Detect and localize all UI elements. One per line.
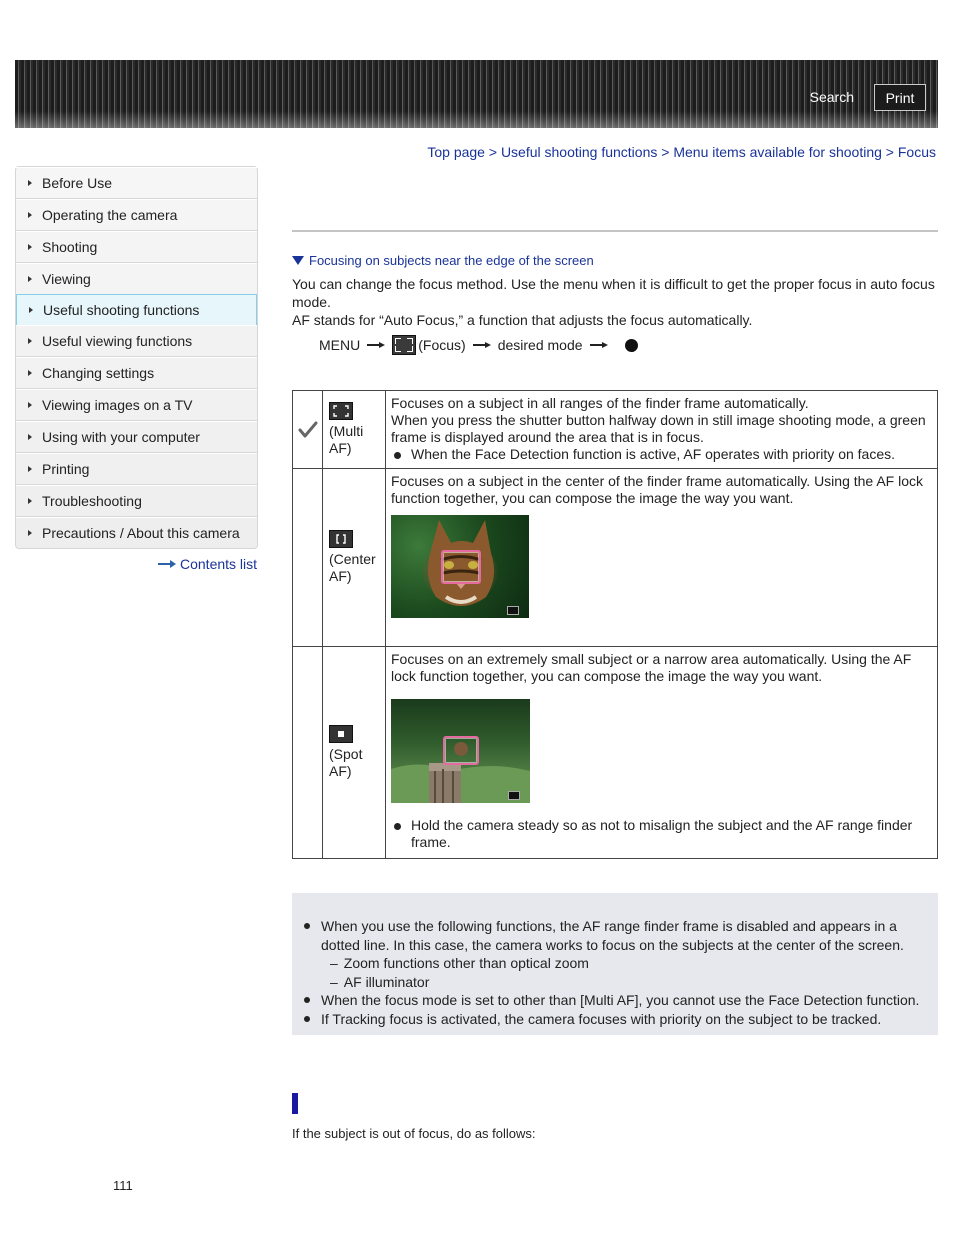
spot-af-indicator-icon <box>508 791 520 800</box>
mode-description <box>386 647 937 858</box>
bullet-note <box>391 817 932 851</box>
breadcrumb-separator: > <box>661 144 670 160</box>
multi-af-focus-icon <box>392 335 416 355</box>
note-subitem <box>302 973 928 992</box>
mode-label-line2: AF) <box>329 440 352 456</box>
spot-af-icon <box>329 725 353 743</box>
sidebar-item-precautions[interactable] <box>16 517 257 548</box>
out-of-focus-text: If the subject is out of focus, do as follows: <box>292 1126 536 1141</box>
menu-label: MENU <box>319 337 361 353</box>
arrow-right-icon <box>28 338 32 344</box>
sidebar-item-useful-shooting[interactable] <box>16 294 257 326</box>
breadcrumb-top-page[interactable]: Top page <box>427 144 485 160</box>
mode-cell-spot-af <box>323 647 386 858</box>
note-text: If Tracking focus is activated, the camera focuses with priority on the subject to be tracked. <box>321 1010 882 1027</box>
note-text: When the focus mode is set to other than [Multi AF], you cannot use the Face Detection function. <box>321 992 920 1008</box>
description-text: Focuses on a subject in the center of the finder frame automatically. Using the AF lock function together, you can compose the image the way you want. <box>391 473 924 506</box>
arrow-right-icon <box>28 276 32 282</box>
table-row <box>293 647 937 858</box>
description-text: Focuses on an extremely small subject or a narrow area automatically. Using the AF lock function together, you can compose the image the way you want. <box>391 651 912 684</box>
note-item <box>302 917 928 954</box>
arrow-right-icon <box>28 530 32 536</box>
table-row <box>293 391 937 469</box>
sidebar-nav <box>15 166 258 549</box>
sidebar-item-label: Viewing <box>42 271 91 287</box>
menu-path <box>319 335 638 355</box>
center-af-indicator-icon <box>507 606 519 615</box>
bullet-icon <box>394 823 401 830</box>
arrow-right-icon <box>367 341 385 349</box>
default-check-cell <box>293 391 323 468</box>
sidebar-item-viewing[interactable] <box>16 263 257 295</box>
arrow-right-icon <box>473 341 491 349</box>
check-cell <box>293 647 323 858</box>
breadcrumb-separator: > <box>488 144 498 160</box>
arrow-right-icon <box>28 370 32 376</box>
sidebar-item-label: Shooting <box>42 239 98 255</box>
sidebar-item-label: Printing <box>42 461 90 477</box>
af-range-frame <box>443 736 479 765</box>
sidebar-item-before-use[interactable] <box>16 167 257 199</box>
intro-paragraph-1: You can change the focus method. Use the menu when it is difficult to get the proper focus in auto focus mode. <box>292 276 935 310</box>
arrow-right-icon <box>28 244 32 250</box>
sidebar-item-printing[interactable] <box>16 453 257 485</box>
spot-af-example-photo <box>391 699 530 803</box>
note-subitem-text: Zoom functions other than optical zoom <box>343 955 589 971</box>
sidebar-item-useful-viewing[interactable] <box>16 325 257 357</box>
bullet-note <box>391 446 932 463</box>
center-af-example-photo <box>391 515 529 618</box>
checkmark-icon <box>298 421 318 439</box>
search-button[interactable]: Search <box>809 89 854 105</box>
note-item <box>302 991 928 1010</box>
arrow-right-icon <box>29 307 33 313</box>
sidebar-item-label: Precautions / About this camera <box>42 525 240 541</box>
mode-description <box>386 391 937 468</box>
mode-cell-multi-af <box>323 391 386 468</box>
sidebar-item-shooting[interactable] <box>16 231 257 263</box>
af-range-frame <box>441 550 481 584</box>
sidebar-item-label: Viewing images on a TV <box>42 397 193 413</box>
triangle-down-icon <box>292 256 304 265</box>
section-heading-marker <box>292 1093 298 1114</box>
sidebar-item-operating[interactable] <box>16 199 257 231</box>
desired-mode-label: desired mode <box>497 337 583 353</box>
sidebar-item-label: Using with your computer <box>42 429 200 445</box>
breadcrumb-focus[interactable]: Focus <box>897 144 936 160</box>
jump-link-edge-focus[interactable] <box>292 253 594 268</box>
sidebar-item-label: Operating the camera <box>42 207 178 223</box>
print-button[interactable]: Print <box>874 84 926 111</box>
mode-label-line1: (Center <box>329 551 376 567</box>
notes-box <box>292 893 938 1035</box>
sidebar-item-computer[interactable] <box>16 421 257 453</box>
breadcrumb <box>427 144 936 160</box>
sidebar-item-changing-settings[interactable] <box>16 357 257 389</box>
mode-cell-center-af <box>323 469 386 646</box>
note-subitem <box>302 954 928 973</box>
bullet-icon <box>304 997 310 1003</box>
focus-mode-table <box>292 390 938 859</box>
sidebar-item-label: Changing settings <box>42 365 155 381</box>
arrow-right-icon <box>158 560 176 568</box>
note-subitem-text: AF illuminator <box>343 973 430 990</box>
mode-description <box>386 469 937 646</box>
center-button-icon <box>625 339 638 352</box>
page-number: 111 <box>113 1178 133 1193</box>
note-text: When you use the following functions, the AF range finder frame is disabled and appears in a dotted line. In this case, the camera works to focus on the subjects at the center of the screen. <box>321 918 904 953</box>
mode-label-line1: (Multi <box>329 423 364 439</box>
bullet-text: Hold the camera steady so as not to misalign the subject and the AF range finder frame. <box>411 817 913 850</box>
focus-label: (Focus) <box>418 337 466 353</box>
bullet-icon <box>304 1016 310 1022</box>
sidebar-item-label: Useful shooting functions <box>43 302 200 318</box>
breadcrumb-menu-items[interactable]: Menu items available for shooting <box>673 144 882 160</box>
table-row <box>293 469 937 647</box>
sidebar-item-troubleshooting[interactable] <box>16 485 257 517</box>
contents-list-link[interactable] <box>158 556 257 572</box>
note-item <box>302 1010 928 1029</box>
bullet-icon <box>304 923 310 929</box>
arrow-right-icon <box>590 341 608 349</box>
header-bar <box>15 60 938 128</box>
contents-list-label: Contents list <box>180 556 258 572</box>
sidebar-item-label: Troubleshooting <box>42 493 142 509</box>
breadcrumb-useful-shooting[interactable]: Useful shooting functions <box>500 144 658 160</box>
arrow-right-icon <box>28 402 32 408</box>
sidebar-item-label: Useful viewing functions <box>42 333 193 349</box>
bullet-text: When the Face Detection function is active, AF operates with priority on faces. <box>411 446 896 462</box>
breadcrumb-separator: > <box>885 144 894 160</box>
arrow-right-icon <box>28 434 32 440</box>
arrow-right-icon <box>28 498 32 504</box>
intro-paragraph-2: AF stands for “Auto Focus,” a function that adjusts the focus automatically. <box>292 312 753 328</box>
jump-link-label: Focusing on subjects near the edge of the screen <box>309 253 594 268</box>
arrow-right-icon <box>28 466 32 472</box>
intro-text <box>292 275 938 329</box>
check-cell <box>293 469 323 646</box>
sidebar-item-tv[interactable] <box>16 389 257 421</box>
dash-icon: – <box>330 973 338 990</box>
sidebar-item-label: Before Use <box>42 175 113 191</box>
description-text: Focuses on a subject in all ranges of the finder frame automatically. <box>391 395 809 411</box>
mode-label-line1: (Spot <box>329 746 363 762</box>
arrow-right-icon <box>28 180 32 186</box>
description-text: When you press the shutter button halfway down in still image shooting mode, a green frame is displayed around the area that is in focus. <box>391 412 926 445</box>
dash-icon: – <box>330 955 338 971</box>
mode-label-line2: AF) <box>329 763 352 779</box>
multi-af-icon <box>329 402 353 420</box>
bullet-icon <box>394 452 401 459</box>
title-divider <box>292 230 938 232</box>
center-af-icon <box>329 530 353 548</box>
arrow-right-icon <box>28 212 32 218</box>
mode-label-line2: AF) <box>329 568 352 584</box>
